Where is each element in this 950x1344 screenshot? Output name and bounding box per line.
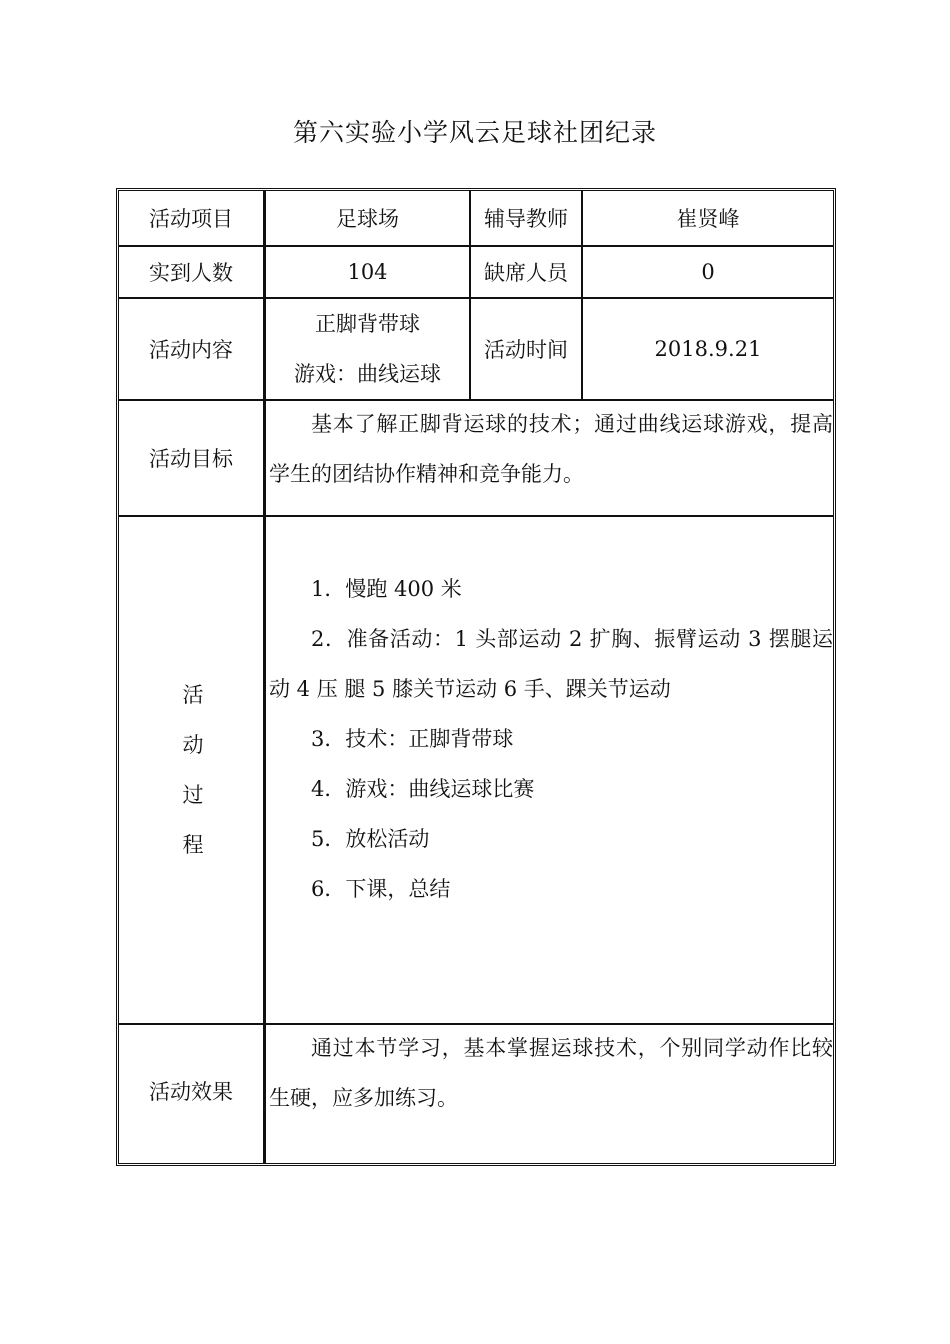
record-table	[116, 188, 836, 1166]
process-list	[269, 564, 833, 914]
process-item: 6．下课，总结	[311, 877, 451, 901]
process-item: 1．慢跑 400 米	[311, 577, 462, 601]
absent-label: 缺席人员	[484, 261, 568, 285]
goal-text: 基本了解正脚背运球的技术；通过曲线运球游戏，提高学生的团结协作精神和竞争能力。	[269, 412, 833, 486]
goal-label: 活动目标	[149, 447, 233, 471]
time-label: 活动时间	[484, 338, 568, 362]
effect-text: 通过本节学习，基本掌握运球技术，个别同学动作比较生硬，应多加练习。	[269, 1036, 833, 1110]
time-value: 2018.9.21	[654, 337, 762, 361]
effect-label: 活动效果	[149, 1080, 233, 1104]
teacher-label: 辅导教师	[484, 207, 568, 231]
process-label-char: 过	[182, 783, 204, 807]
teacher-value: 崔贤峰	[676, 207, 740, 231]
content-label: 活动内容	[149, 338, 233, 362]
content-line: 游戏：曲线运球	[294, 362, 441, 386]
process-item: 5．放松活动	[311, 827, 430, 851]
process-item: 2．准备活动：1 头部运动 2 扩胸、振臂运动 3 摆腿运动 4 压 腿 5 膝关节运动 6 手、踝关节运动	[269, 627, 833, 701]
attendance-label: 实到人数	[149, 261, 233, 285]
project-label: 活动项目	[149, 207, 233, 231]
process-label	[119, 191, 267, 1163]
process-item: 4．游戏：曲线运球比赛	[311, 777, 535, 801]
absent-value: 0	[701, 260, 715, 284]
process-label-char: 动	[182, 733, 204, 757]
document-title: 第六实验小学风云足球社团纪录	[292, 118, 657, 147]
content-line: 正脚背带球	[315, 312, 420, 336]
process-label-char: 程	[182, 833, 204, 857]
project-value: 足球场	[336, 207, 399, 231]
content-value	[266, 299, 469, 399]
attendance-value: 104	[347, 260, 388, 284]
process-label-char: 活	[182, 683, 204, 707]
process-item: 3．技术：正脚背带球	[311, 727, 514, 751]
